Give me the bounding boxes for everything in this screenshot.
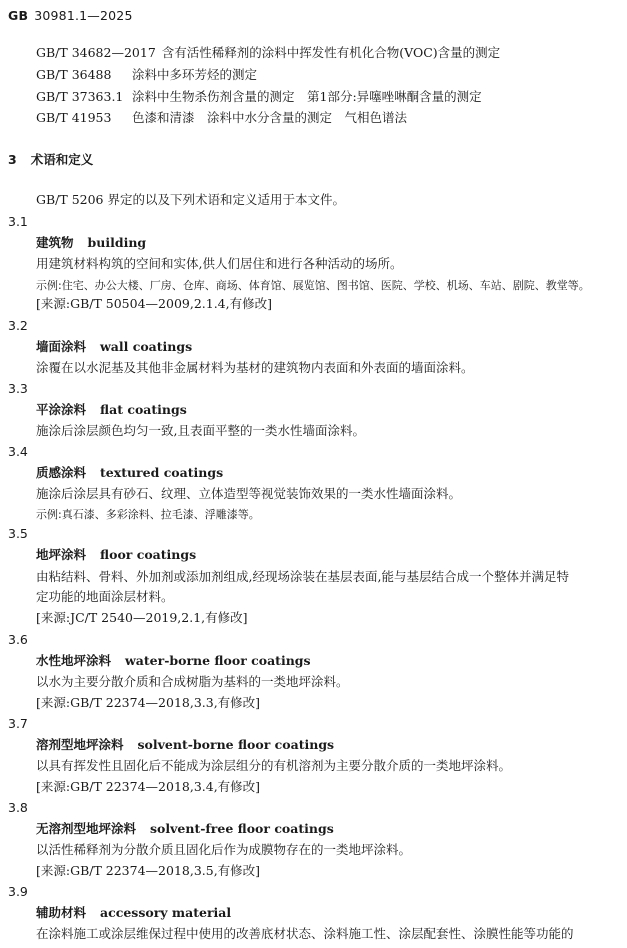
reference-item: GB/T 36488 涂料中多环芳烃的测定 — [36, 67, 258, 82]
term-source: [来源:GB/T 22374—2018,3.4,有修改] — [36, 779, 261, 794]
term-definition: 在涂料施工或涂层维保过程中使用的改善底材状态、涂料施工性、涂层配套性、涂膜性能等功能的 — [36, 926, 574, 941]
term-number: 3.3 — [8, 381, 28, 396]
term-definition-cont: 定功能的地面涂层材料。 — [36, 589, 174, 604]
section-heading: 3 术语和定义 — [8, 152, 94, 167]
term-number: 3.1 — [8, 214, 28, 229]
term-definition: 涂覆在以水泥基及其他非金属材料为基材的建筑物内表面和外表面的墙面涂料。 — [36, 360, 474, 375]
term-title: 建筑物 building — [36, 235, 147, 250]
term-definition: 以活性稀释剂为分散介质且固化后作为成膜物存在的一类地坪涂料。 — [36, 842, 412, 857]
term-title: 地坪涂料 floor coatings — [36, 547, 197, 562]
term-title: 水性地坪涂料 water-borne floor coatings — [36, 653, 311, 668]
term-source: [来源:GB/T 22374—2018,3.5,有修改] — [36, 863, 261, 878]
term-definition: 以具有挥发性且固化后不能成为涂层组分的有机溶剂为主要分散介质的一类地坪涂料。 — [36, 758, 512, 773]
term-title: 质感涂料 textured coatings — [36, 465, 224, 480]
term-title: 平涂涂料 flat coatings — [36, 402, 187, 417]
term-definition: 施涂后涂层颜色均匀一致,且表面平整的一类水性墙面涂料。 — [36, 423, 365, 438]
term-example: 示例:真石漆、多彩涂料、拉毛漆、浮雕漆等。 — [36, 508, 260, 521]
term-source: [来源:GB/T 22374—2018,3.3,有修改] — [36, 695, 261, 710]
term-number: 3.6 — [8, 632, 28, 647]
term-number: 3.4 — [8, 444, 28, 459]
term-title: 无溶剂型地坪涂料 solvent-free floor coatings — [36, 821, 334, 836]
term-source: [来源:JC/T 2540—2019,2.1,有修改] — [36, 610, 248, 625]
term-example: 示例:住宅、办公大楼、厂房、仓库、商场、体育馆、展览馆、图书馆、医院、学校、机场、车站、剧院、教堂等。 — [36, 279, 590, 292]
reference-item: GB/T 37363.1 涂料中生物杀伤剂含量的测定 第1部分:异噻唑啉酮含量的测定 — [36, 89, 482, 104]
term-number: 3.9 — [8, 884, 28, 899]
reference-item: GB/T 41953 色漆和清漆 涂料中水分含量的测定 气相色谱法 — [36, 110, 408, 125]
term-number: 3.5 — [8, 526, 28, 541]
section-intro: GB/T 5206 界定的以及下列术语和定义适用于本文件。 — [36, 192, 345, 207]
term-definition: 以水为主要分散介质和合成树脂为基料的一类地坪涂料。 — [36, 674, 349, 689]
term-source: [来源:GB/T 50504—2009,2.1.4,有修改] — [36, 296, 272, 311]
page-header — [8, 8, 133, 23]
standard-number: 30981.1—2025 — [34, 8, 133, 23]
term-title: 墙面涂料 wall coatings — [36, 339, 193, 354]
term-title: 辅助材料 accessory material — [36, 905, 232, 920]
reference-item: GB/T 34682—2017 含有活性稀释剂的涂料中挥发性有机化合物(VOC)含量的测定 — [36, 45, 501, 60]
term-definition: 由粘结料、骨料、外加剂或添加剂组成,经现场涂装在基层表面,能与基层结合成一个整体并满足特 — [36, 569, 569, 584]
term-number: 3.7 — [8, 716, 28, 731]
term-definition: 用建筑材料构筑的空间和实体,供人们居住和进行各种活动的场所。 — [36, 256, 403, 271]
term-number: 3.8 — [8, 800, 28, 815]
term-definition: 施涂后涂层具有砂石、纹理、立体造型等视觉装饰效果的一类水性墙面涂料。 — [36, 486, 462, 501]
standard-prefix: GB — [8, 8, 29, 23]
term-title: 溶剂型地坪涂料 solvent-borne floor coatings — [36, 737, 335, 752]
term-number: 3.2 — [8, 318, 28, 333]
